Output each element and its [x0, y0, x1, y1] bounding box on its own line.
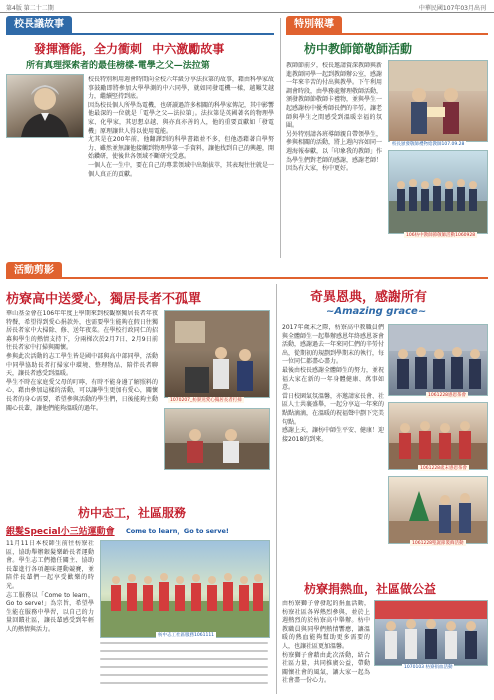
- teachers-illustration-1: [389, 61, 487, 141]
- column-divider: [280, 18, 281, 258]
- seniors-illustration: [165, 311, 269, 397]
- seniors-body-region: [6, 310, 158, 524]
- service-body: 11月11日本校師生前往枋寮社區，協助舉辦銀髮樂齡長者運動會。學生志工們擔任關主、協助長輩進行各項趣味運動競賽，並陪伴長輩們一起享受歡樂的時光。 志工服務以「Come to learn，Go to serve!」為宗旨，希望學生能在服務中學習，以自己的力量回饋社區，讓長輩感受到年輕人的熱情與活力。: [6, 540, 94, 633]
- service-body-region-2: [100, 642, 268, 692]
- teachers-caption-1: 校長頒發敬師禮物給教師107.09.28: [392, 142, 465, 147]
- headline-a: 發揮潛能，全力衝刺: [34, 42, 143, 56]
- masthead: [0, 0, 494, 14]
- principal-story: [6, 16, 274, 256]
- grace-body-region: [282, 324, 384, 580]
- section-rule: [6, 277, 488, 279]
- teachers-story: [286, 16, 488, 258]
- grace-photo-3: [388, 476, 488, 544]
- principal-headline: [34, 40, 224, 57]
- service-body-region: [6, 540, 94, 690]
- grace-headline: 奇異恩典，感謝所有: [310, 290, 428, 305]
- teachers-body: 教師節前夕，校長邀請資深教師與新進教師同學一起到教師辦公室，感謝一年來辛苦的付出與教學。下午利用調會時段，由學務處辦理敬師活動，頒發教師節敬師卡禮物，並與學生一起感謝枋中優秀師長們的辛勞。讓老師與學生之間感受到溫暖幸福的氛圍。 另外特別請各班導師親自帶領學生，參與相關的活動，將上週內容如同一週海報奉獻，以「印象我的教師」作為學生們對老師的感謝，感謝老師！因為有大家，枋中更好。: [286, 62, 382, 173]
- principal-body: 校長特別利用週會時間向全校六年級分享法拉第的故事，藉由科學家故事鼓勵即將參加大學學測的中六同學，就如同發電機一樣，越艱艾越力，繼續堅持到底。 因為校長個人所學為電機，也研讀過許多相關的科學家傳記，其中影響他最深的一位就是「電學之父—法拉第」。法拉第是英國著名的物理學家、化學家，其思想卓越、與亦真亦善的人，他的重要貢獻如「發電機」原理讓世人得以使用電能。 尤其是在200年前，他翻譯到的科學書籍並不多，但他憑藉著自學努力、雖然並無讓他接觸到物理學第一手資料，讓他找到自己的興趣，開始鑽研，使後世各領域不斷研究受惠。 一個人在一生中，要在自己的專業領域中出類拔萃，其表現往往就是一個人真正的貢獻。: [88, 76, 274, 178]
- grace-illustration-3: [389, 477, 487, 543]
- grace-subhead: ~Amazing grace~: [326, 306, 427, 317]
- grace-photo-1: [388, 324, 488, 396]
- paper-info: 中華民國107年03月出刊: [418, 5, 486, 12]
- masthead-rule: [0, 12, 494, 13]
- grace-caption-2: 1061228歲末感恩茶會: [420, 466, 468, 471]
- grace-illustration-1: [389, 325, 487, 395]
- service-caption: 枋中志工社區服務1061111: [158, 633, 215, 638]
- section-tab-activities: 活動剪影: [6, 262, 62, 279]
- principal-subhead: 所有真理探索者的最佳榜樣-電學之父—法拉第: [26, 61, 210, 71]
- seniors-photo: [164, 310, 270, 398]
- text-lines: [100, 642, 268, 690]
- teachers-body-region: [286, 62, 382, 254]
- grace-caption-1: 1061228感恩茶會: [428, 393, 467, 398]
- grace-story: [282, 284, 488, 584]
- teachers-illustration-2: [389, 151, 487, 233]
- seniors-illustration-2: [165, 409, 269, 469]
- donation-headline: 枋寮捐熱血，社區做公益: [304, 582, 437, 596]
- teachers-photo-2: [388, 150, 488, 234]
- section-rule: [286, 33, 488, 35]
- service-sub-a: 銀髮Special小三站運動會: [6, 527, 115, 537]
- grace-body: 2017年歲末之際，枋寮高中教職員們與全體師生一起舉辦感恩年終感恩茶會活動，感謝過去一年來同仁們的辛勞付出，從期初的規劃到學期末的執行，每一位同仁都盡心盡力。 最後由校長感謝全體師生的努力，並祝福大家在新的一年身體健康、萬事如意。 當日校園氣氛溫馨，亦邀請家長會、社區人士共襄盛舉，一起分享這一年來的點點滴滴，在溫暖的祝福聲中劃下完美句點。 感謝上天，讓枋中師生平安、健康！迎接2018的到來。: [282, 324, 384, 443]
- seniors-body: 華山基金會在106年年度上學期來到校觀察獨居長者年夜特餐，希望得到愛心捐款外，也需要學生能夠在假日往獨居長者家中大掃除、修、送年夜菜。在學校行政同仁的招募與學生的熱情支持下，分兩梯次於2月7日、2月9日前往長者家中打掃與關懷。 參與此次活動的志工學生皆是國中部與高中部同學，活動中同學協助長者打掃家中環境、整理物品、陪伴長者聊天，讓長者感受到溫暖。 學生不時在家庭愛父母的叮嚀，有時不能身邊了解照料的心，藉由參加這樣的活動，可以讓學生更加有愛心，關懷長者的身心需要，希望參與活動的學生們，日後能夠主動關心長輩，讓他們能夠溫暖的過年。: [6, 310, 158, 412]
- service-story: [6, 504, 270, 694]
- section-tab-principal: 校長議故事: [6, 16, 72, 33]
- faraday-photo: [6, 74, 84, 138]
- section-tab-report: 特別報導: [286, 16, 342, 33]
- seniors-caption: 1070207_枋寮送愛心獨居長者打掃: [170, 398, 242, 403]
- donation-body: 由枋寮獅子會發起的捐血活動，枋寮社區各界熱烈參與，並於上週熱烈的於枋寮高中舉辦。枋中教職員與同學們熱情響應，讓溫暖的熱血能夠幫助更多需要的人，也讓社區更加溫馨。 枋寮獅子會藉由此次活動，結合社區力量，共同推廣公益，帶動關懷社會的風氣，讓大家一起為社會盡一份心力。: [282, 600, 370, 685]
- teachers-caption-2: 106枋中教師節敬師活動1060928: [406, 233, 476, 238]
- service-illustration: [101, 541, 269, 637]
- service-photo: [100, 540, 270, 638]
- seniors-headline: 枋寮高中送愛心，獨居長者不孤單: [6, 292, 202, 307]
- donation-photo: [374, 600, 488, 666]
- grace-illustration-2: [389, 403, 487, 469]
- donation-caption: 1070103 枋寮捐血活動: [404, 665, 453, 670]
- seniors-story: [6, 284, 270, 524]
- headline-b: 中六激勵故事: [152, 42, 225, 56]
- seniors-photo-2: [164, 408, 270, 470]
- teachers-headline: 枋中教師節敬師活動: [304, 42, 413, 56]
- grace-photo-2: [388, 402, 488, 470]
- page-label: 第4版 第二十二期: [6, 5, 54, 12]
- teachers-photo-1: [388, 60, 488, 142]
- service-sub-b: Come to learn，Go to serve!: [126, 527, 229, 535]
- portrait-illustration: [7, 75, 83, 137]
- activities-banner: [6, 262, 488, 279]
- donation-illustration: [375, 601, 487, 665]
- donation-body-region: [282, 600, 370, 692]
- column-divider-2: [276, 284, 277, 694]
- grace-caption-3: 1061228聖誕節裝飾活動: [412, 541, 464, 546]
- section-rule: [6, 33, 274, 35]
- service-headline: 枋中志工，社區服務: [78, 506, 187, 520]
- principal-body-region: [88, 76, 274, 254]
- donation-story: [282, 580, 488, 694]
